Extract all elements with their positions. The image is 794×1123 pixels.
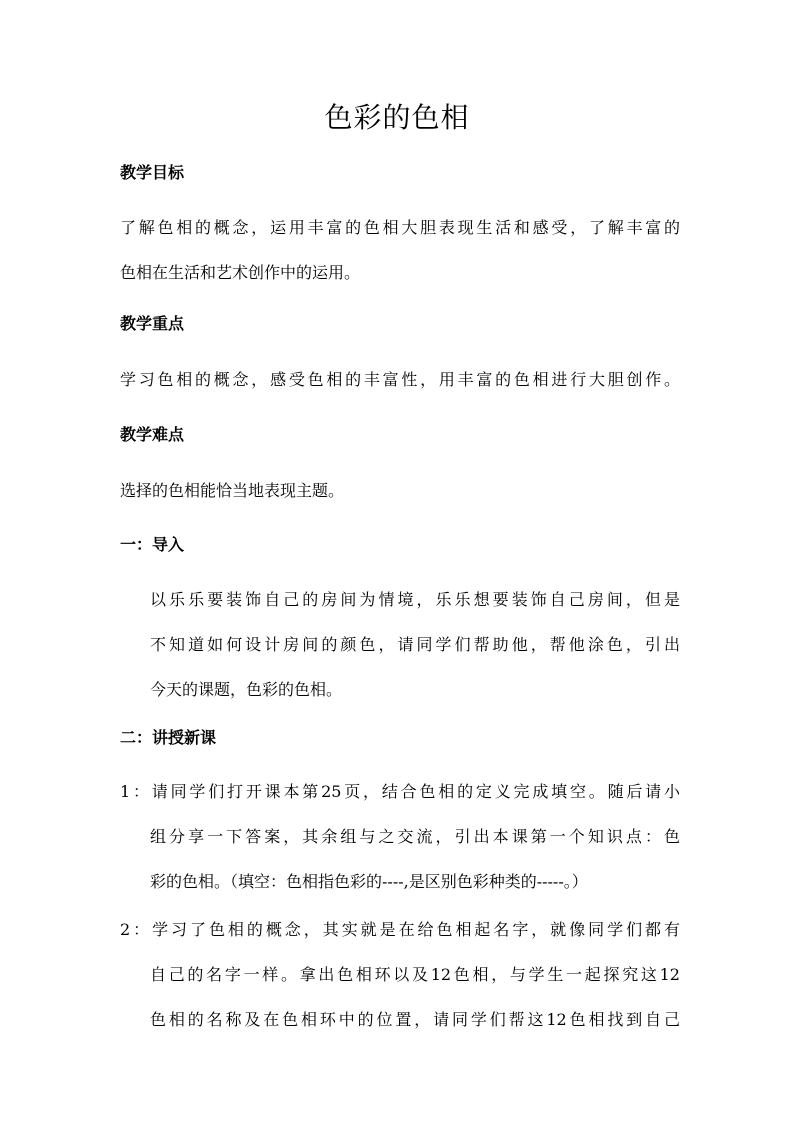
intro-line: 不知道如何设计房间的颜色，请同学们帮助他，帮他涂色，引出 — [150, 635, 680, 654]
new-lesson-item-2 — [120, 918, 680, 1032]
objective-line: 了解色相的概念，运用丰富的色相大胆表现生活和感受，了解丰富的 — [120, 218, 680, 237]
section-heading-key-points: 教学重点 — [120, 314, 185, 333]
new-lesson-item-1 — [120, 780, 680, 894]
intro-paragraph — [120, 588, 680, 702]
intro-line: 以乐乐要装饰自己的房间为情境，乐乐想要装饰自己房间，但是 — [150, 590, 680, 609]
section-heading-objective: 教学目标 — [120, 163, 185, 182]
item1-line: 1：请同学们打开课本第25页，结合色相的定义完成填空。随后请小 — [120, 782, 680, 801]
section-heading-difficulty: 教学难点 — [120, 425, 185, 444]
item2-line: 自己的名字一样。拿出色相环以及12色相，与学生一起探究这12 — [150, 965, 680, 984]
difficulty-line: 选择的色相能恰当地表现主题。 — [120, 481, 345, 500]
difficulty-paragraph — [120, 479, 680, 503]
objective-paragraph — [120, 216, 680, 285]
item2-line: 色相的名称及在色相环中的位置，请同学们帮这12色相找到自己 — [150, 1010, 680, 1029]
intro-line: 今天的课题，色彩的色相。 — [150, 680, 343, 699]
item2-line: 2：学习了色相的概念，其实就是在给色相起名字，就像同学们都有 — [120, 920, 680, 939]
item1-line: 彩的色相。（填空：色相指色彩的----,是区别色彩种类的-----。） — [150, 872, 588, 891]
item1-line: 组分享一下答案，其余组与之交流，引出本课第一个知识点：色 — [150, 827, 680, 846]
page-title: 色彩的色相 — [324, 101, 470, 134]
section-heading-intro: 一：导入 — [120, 535, 185, 554]
key-points-line: 学习色相的概念，感受色相的丰富性，用丰富的色相进行大胆创作。 — [120, 370, 680, 389]
objective-line: 色相在生活和艺术创作中的运用。 — [120, 263, 361, 282]
section-heading-new-lesson: 二：讲授新课 — [120, 728, 217, 747]
key-points-paragraph — [120, 368, 680, 392]
